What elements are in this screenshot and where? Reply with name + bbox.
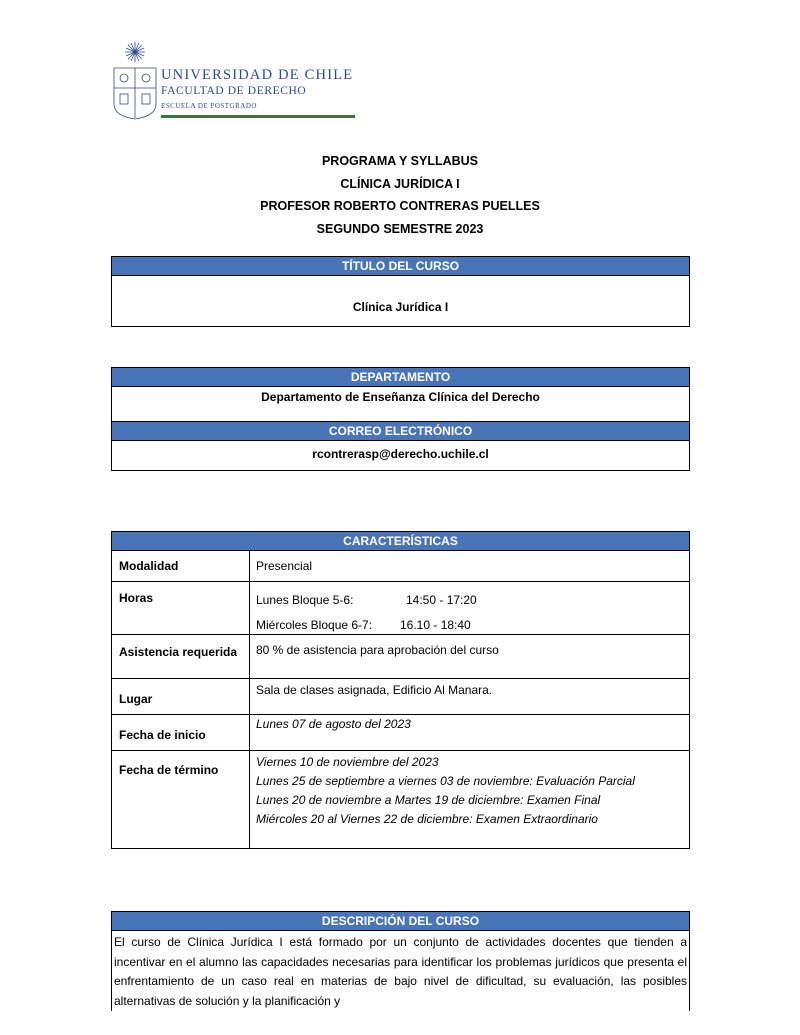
crest-icon [111,40,157,120]
document-title [0,150,800,240]
inicio-value: Lunes 07 de agosto del 2023 [256,717,411,731]
university-logo [111,40,354,122]
department-value: Departamento de Enseñanza Clínica del Derecho [112,387,689,422]
table-row [112,678,689,714]
termino-line-3: Lunes 20 de noviembre a Martes 19 de diciembre: Examen Final [256,793,601,807]
asistencia-label: Asistencia requerida [112,635,250,678]
termino-line-1: Viernes 10 de noviembre del 2023 [256,755,439,769]
horas-line2-day: Miércoles Bloque 6-7: [256,618,373,632]
termino-value [250,751,689,848]
title-line-1: PROGRAMA Y SYLLABUS [321,154,479,168]
table-row [112,581,689,634]
description-section [111,911,690,1011]
university-name: UNIVERSIDAD DE CHILE [161,67,354,83]
horas-line2-time: 16.10 - 18:40 [400,618,471,632]
characteristics-table [111,531,690,849]
email-header: CORREO ELECTRÓNICO [112,422,689,441]
school-name: ESCUELA DE POSTGRADO [161,102,257,110]
course-title-section [111,256,690,327]
lugar-value: Sala de clases asignada, Edificio Al Manara. [256,683,493,697]
inicio-label: Fecha de inicio [112,715,250,750]
title-line-2: CLÍNICA JURÍDICA I [340,176,460,191]
course-title-header: TÍTULO DEL CURSO [112,257,689,276]
horas-line1-day: Lunes Bloque 5-6: [256,593,354,607]
horas-label: Horas [112,582,250,634]
description-header: DESCRIPCIÓN DEL CURSO [112,912,689,931]
description-text: El curso de Clínica Jurídica I está formado por un conjunto de actividades docentes que tienden a incentivar en el alumno las capacidades necesarias para identificar los problemas jurídicos que presenta el enfrentamiento de un caso real en materias de bajo nivel de dificultad, su evaluación, las posibles alternativas de solución y la planificación y [114,935,687,1008]
title-line-4: SEGUNDO SEMESTRE 2023 [316,221,484,236]
logo-divider [161,115,355,118]
department-header: DEPARTAMENTO [112,368,689,387]
table-row [112,550,689,581]
table-row [112,714,689,750]
table-row [112,634,689,678]
termino-line-2: Lunes 25 de septiembre a viernes 03 de noviembre: Evaluación Parcial [256,774,635,788]
title-line-3: PROFESOR ROBERTO CONTRERAS PUELLES [260,199,540,213]
table-row [112,750,689,848]
horas-line1-time: 14:50 - 17:20 [406,593,477,607]
modalidad-value: Presencial [256,559,313,573]
termino-line-4: Miércoles 20 al Viernes 22 de diciembre: Examen Extraordinario [256,812,598,826]
termino-label: Fecha de término [112,751,250,848]
horas-value [250,582,689,634]
course-title-value: Clínica Jurídica I [352,300,449,314]
email-value: rcontrerasp@derecho.uchile.cl [312,447,489,461]
department-section [111,367,690,471]
faculty-name: FACULTAD DE DERECHO [161,85,307,97]
modalidad-label: Modalidad [112,551,250,581]
asistencia-value: 80 % de asistencia para aprobación del curso [256,643,499,657]
characteristics-header: CARACTERÍSTICAS [112,532,689,550]
lugar-label: Lugar [112,679,250,714]
